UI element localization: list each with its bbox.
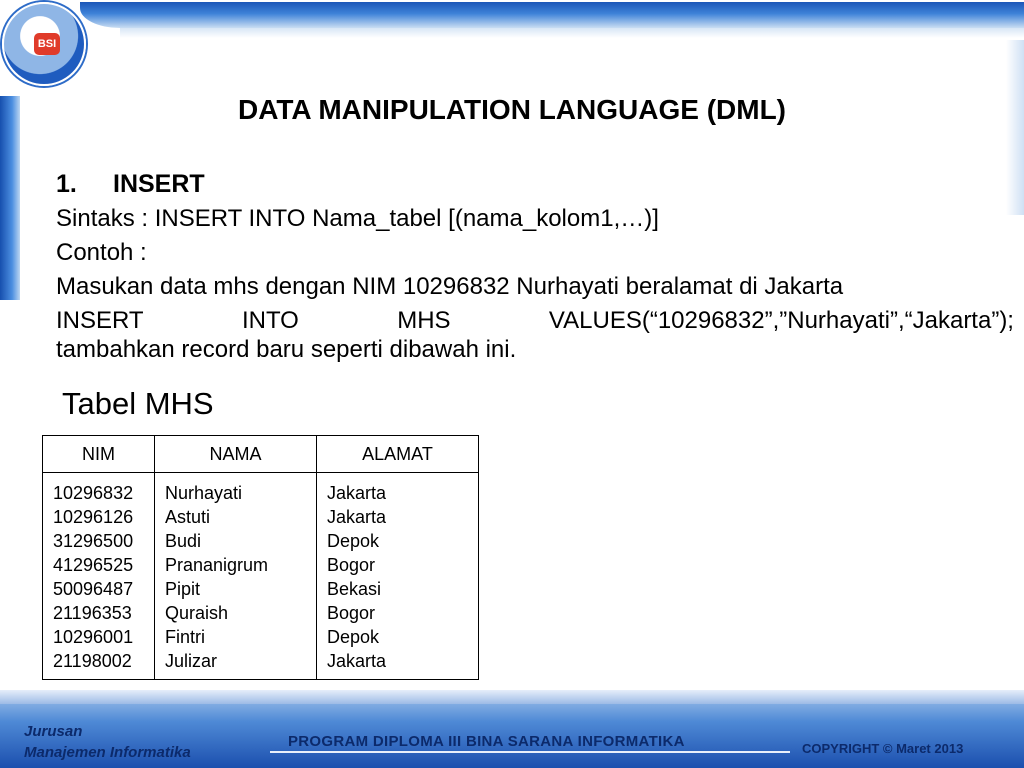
cell-nama: Fintri xyxy=(165,627,205,647)
cell-nama: Nurhayati xyxy=(165,483,243,503)
table-body-row xyxy=(43,473,479,680)
cell-nama: Astuti xyxy=(165,507,211,527)
footer-copyright: COPYRIGHT © Maret 2013 xyxy=(802,741,964,756)
right-decorative-bar xyxy=(1006,40,1024,215)
syntax-line: Sintaks : INSERT INTO Nama_tabel [(nama_kolom1,…)] xyxy=(56,205,659,232)
top-decorative-bar xyxy=(80,2,1024,28)
footer-divider xyxy=(270,751,790,753)
cell-nim: 50096487 xyxy=(53,579,134,599)
nama-column xyxy=(155,473,317,680)
section-number: 1. xyxy=(56,170,77,198)
column-header-nama: NAMA xyxy=(155,436,317,473)
cell-nim: 31296500 xyxy=(53,531,134,551)
footer-dept-line2: Manajemen Informatika xyxy=(24,744,191,761)
bsi-logo xyxy=(2,2,86,86)
cell-nim: 10296126 xyxy=(53,507,134,527)
cell-nama: Quraish xyxy=(165,603,229,623)
nim-column xyxy=(43,473,155,680)
cell-alamat: Jakarta xyxy=(327,651,387,671)
cell-alamat: Depok xyxy=(327,627,380,647)
cell-nama: Prananigrum xyxy=(165,555,269,575)
statement-word: VALUES(“10296832”,”Nurhayati”,“Jakarta”); xyxy=(548,307,1014,334)
mhs-table xyxy=(42,435,479,680)
footer-program: PROGRAM DIPLOMA III BINA SARANA INFORMATIKA xyxy=(288,733,685,750)
section-title: INSERT xyxy=(113,170,205,198)
cell-nama: Julizar xyxy=(165,651,218,671)
statement-word: INTO xyxy=(241,307,299,334)
cell-nim: 10296001 xyxy=(53,627,134,647)
statement-word: MHS xyxy=(397,307,451,334)
table-title: Tabel MHS xyxy=(62,386,214,421)
example-label: Contoh : xyxy=(56,239,147,266)
example-description: Masukan data mhs dengan NIM 10296832 Nurhayati beralamat di Jakarta xyxy=(56,273,844,300)
footer-department xyxy=(24,721,191,763)
cell-alamat: Jakarta xyxy=(327,483,387,503)
alamat-column xyxy=(317,473,479,680)
cell-alamat: Bogor xyxy=(327,603,376,623)
cell-nim: 10296832 xyxy=(53,483,134,503)
section-heading xyxy=(56,170,205,199)
cell-nim: 21198002 xyxy=(53,651,132,671)
cell-alamat: Jakarta xyxy=(327,507,387,527)
cell-nama: Budi xyxy=(165,531,202,551)
cell-alamat: Bekasi xyxy=(327,579,382,599)
footer-dept-line1: Jurusan xyxy=(24,723,83,740)
cell-alamat: Depok xyxy=(327,531,380,551)
table-header-row xyxy=(43,436,479,473)
slide-title: DATA MANIPULATION LANGUAGE (DML) xyxy=(238,94,786,125)
cell-alamat: Bogor xyxy=(327,555,376,575)
cell-nim: 21196353 xyxy=(53,603,132,623)
footer-highlight xyxy=(0,690,1024,704)
left-decorative-bar xyxy=(0,96,20,300)
insert-statement xyxy=(56,307,1014,335)
statement-continuation: tambahkan record baru seperti dibawah ini. xyxy=(56,336,517,363)
column-header-nim: NIM xyxy=(43,436,155,473)
cell-nama: Pipit xyxy=(165,579,201,599)
statement-word: INSERT xyxy=(56,307,144,334)
bsi-logo-text: BSI xyxy=(34,33,60,55)
top-decorative-highlight xyxy=(120,28,1024,38)
cell-nim: 41296525 xyxy=(53,555,134,575)
column-header-alamat: ALAMAT xyxy=(317,436,479,473)
